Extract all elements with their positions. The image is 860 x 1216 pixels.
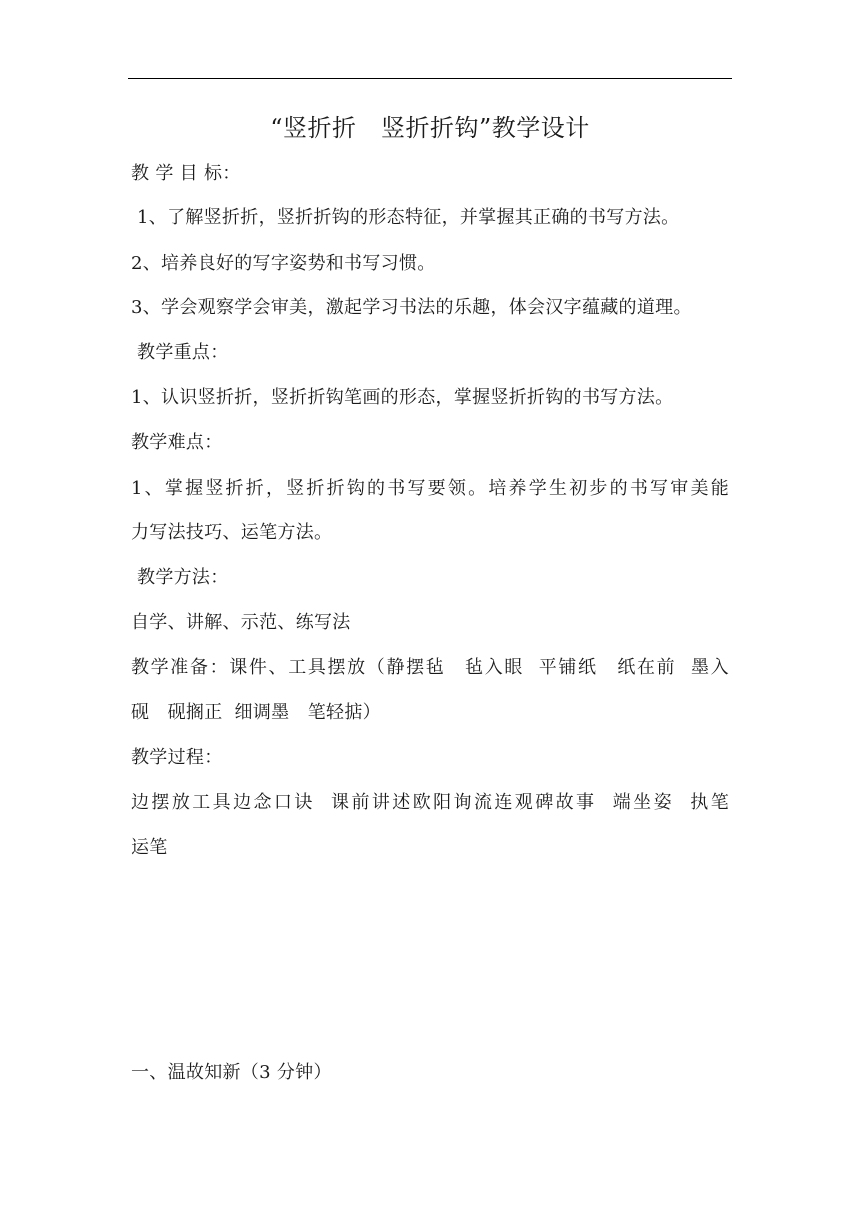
process-line-2: 运笔 — [131, 837, 168, 858]
difficulty-1-line-2: 力写法技巧、运笔方法。 — [131, 522, 333, 543]
header-rule — [128, 78, 732, 79]
difficulty-1-line-1: 1、掌握竖折折，竖折折钩的书写要领。培养学生初步的书写审美能 — [131, 478, 729, 499]
section-heading-difficulties: 教学难点： — [131, 432, 223, 453]
document-title: “竖折折 竖折折钩”教学设计 — [270, 114, 590, 142]
objective-2: 2、培养良好的写字姿势和书写习惯。 — [131, 253, 436, 274]
process-line-1: 边摆放工具边念口诀 课前讲述欧阳询流连观碑故事 端坐姿 执笔 — [131, 792, 729, 813]
preparation-line-1: 教学准备：课件、工具摆放（静摆毡 毡入眼 平铺纸 纸在前 墨入 — [131, 657, 729, 678]
methods-text: 自学、讲解、示范、练写法 — [131, 612, 351, 633]
objective-1: 1、了解竖折折，竖折折钩的形态特征，并掌握其正确的书写方法。 — [131, 207, 680, 228]
key-point-1: 1、认识竖折折，竖折折钩笔画的形态，掌握竖折折钩的书写方法。 — [131, 387, 674, 408]
preparation-line-2: 砚 砚搁正 细调墨 笔轻掂） — [131, 702, 381, 723]
step-1-heading: 一、温故知新（3 分钟） — [131, 1062, 332, 1083]
section-heading-objectives: 教 学 目 标： — [131, 163, 241, 184]
section-heading-process: 教学过程： — [131, 747, 223, 768]
section-heading-key-points: 教学重点： — [131, 342, 229, 363]
section-heading-methods: 教学方法： — [131, 567, 229, 588]
objective-3: 3、学会观察学会审美，激起学习书法的乐趣，体会汉字蕴藏的道理。 — [131, 297, 692, 318]
